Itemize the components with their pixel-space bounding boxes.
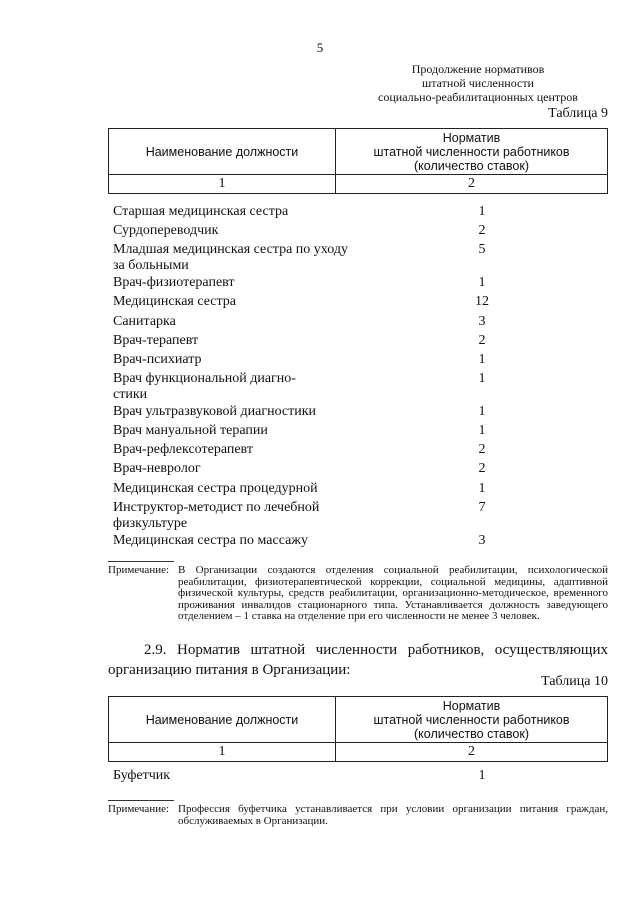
position-name: Врач-невролог: [113, 461, 201, 476]
table-10-label: Таблица 10: [541, 674, 608, 689]
staff-rate: 1: [478, 481, 486, 496]
continuation-line: Продолжение нормативов: [411, 62, 545, 76]
column-number-2: 2: [336, 743, 608, 762]
note-label: Примечание:: [108, 803, 170, 815]
position-name: Инструктор-методист по лечебной физкультуре: [113, 500, 320, 531]
note-divider: [108, 561, 174, 562]
staff-rate: 2: [478, 333, 486, 348]
page-number: 5: [316, 40, 324, 55]
staff-rate: 2: [478, 442, 486, 457]
header-norm-line: Норматив: [442, 130, 501, 145]
staff-rate: 2: [478, 223, 486, 238]
position-name: Младшая медицинская сестра по уходу за больными: [113, 242, 348, 273]
staff-rate: 1: [478, 204, 486, 219]
staff-rate: 1: [478, 352, 486, 367]
table-9-label: Таблица 9: [548, 106, 608, 121]
column-number-1: 1: [109, 175, 336, 194]
staff-rate: 1: [478, 371, 486, 386]
note-text: Профессия буфетчика устанавливается при условии организации питания граждан, обслуживаемых в Организации.: [178, 803, 608, 827]
position-name: Врач-рефлексотерапевт: [113, 442, 253, 457]
position-name: Врач-физиотерапевт: [113, 275, 235, 290]
header-position-name: Наименование должности: [109, 129, 336, 175]
staff-rate: 3: [478, 533, 486, 548]
header-norm: [336, 697, 608, 743]
position-name: Медицинская сестра: [113, 294, 237, 309]
header-norm-line: штатной численности работников: [373, 712, 570, 727]
header-norm-line: Норматив: [442, 698, 501, 713]
staff-rate: 12: [475, 294, 489, 309]
position-name: Врач-психиатр: [113, 352, 202, 367]
position-name: Врач функциональной диагно-стики: [113, 371, 296, 402]
header-norm-line: штатной численности работников: [373, 144, 570, 159]
position-name: Буфетчик: [113, 768, 171, 783]
staff-rate: 7: [478, 500, 486, 515]
header-norm-line: (количество ставок): [414, 726, 529, 741]
header-norm: [336, 129, 608, 175]
position-name: Старшая медицинская сестра: [113, 204, 289, 219]
position-name: Сурдопереводчик: [113, 223, 219, 238]
section-2-9-text: 2.9. Норматив штатной численности работников, осуществляющих организацию питания в Организации:: [108, 642, 608, 678]
header-position-name: Наименование должности: [109, 697, 336, 743]
position-name: Врач-терапевт: [113, 333, 199, 348]
continuation-heading: [348, 62, 608, 104]
column-number-1: 1: [109, 743, 336, 762]
continuation-line: штатной численности: [422, 76, 534, 90]
position-name: Медицинская сестра процедурной: [113, 481, 318, 496]
staff-rate: 2: [478, 461, 486, 476]
header-norm-line: (количество ставок): [414, 158, 529, 173]
staff-rate: 5: [478, 242, 486, 257]
table-9-header: [108, 128, 608, 194]
staff-rate: 1: [478, 404, 486, 419]
staff-rate: 3: [478, 314, 486, 329]
staff-rate: 1: [478, 423, 486, 438]
position-name: Врач мануальной терапии: [113, 423, 268, 438]
table-10-header: [108, 696, 608, 762]
staff-rate: 1: [478, 275, 486, 290]
continuation-line: социально-реабилитационных центров: [378, 90, 578, 104]
position-name: Санитарка: [113, 314, 176, 329]
note-divider: [108, 800, 174, 801]
note-label: Примечание:: [108, 564, 170, 576]
position-name: Врач ультразвуковой диагностики: [113, 404, 317, 419]
note-text: В Организации создаются отделения социальной реабилитации, психологической реабилитации, физиотерапевтической коррекции, социальной медицины, адаптивной физической культуры, средств реабилитации, организационно-методическое, временного проживания инвалидов стационарного типа. Устанавливается должность заведующего отделением – 1 ставка на отделение при его численности не менее 3 человек.: [178, 564, 608, 622]
staff-rate: 1: [478, 768, 486, 783]
position-name: Медицинская сестра по массажу: [113, 533, 308, 548]
column-number-2: 2: [336, 175, 608, 194]
